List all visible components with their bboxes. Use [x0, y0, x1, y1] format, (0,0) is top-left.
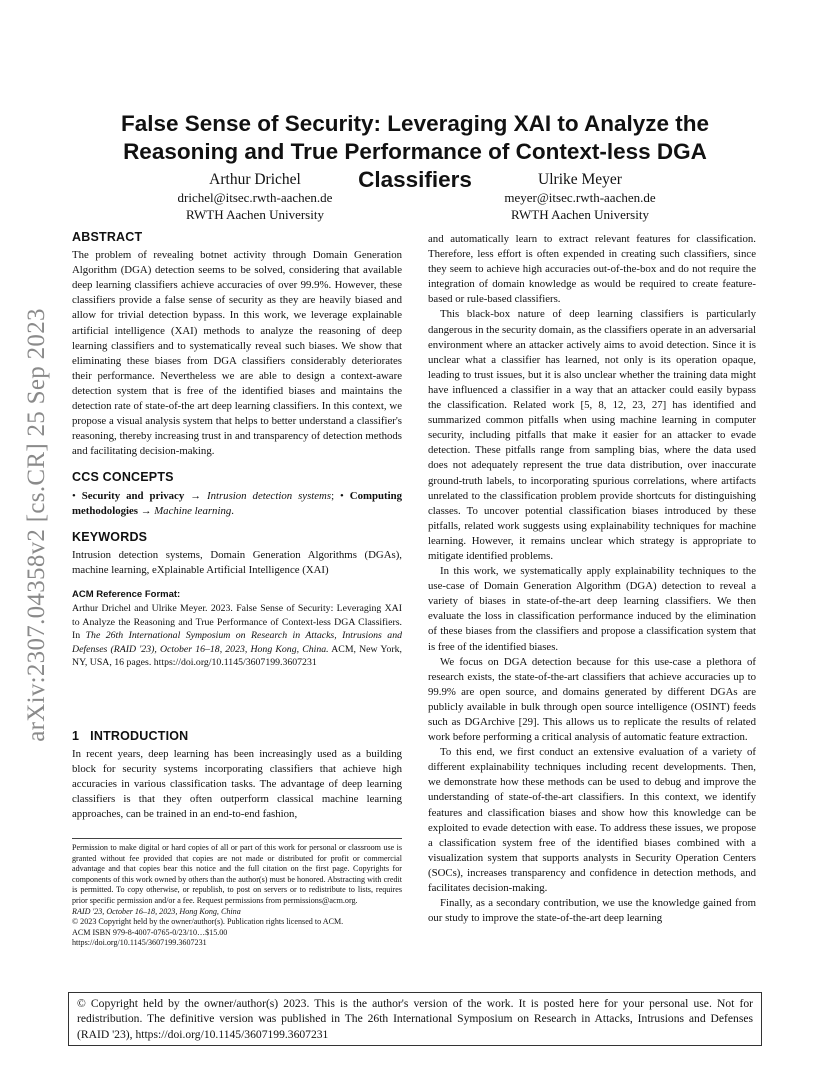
permission-doi: https://doi.org/10.1145/3607199.3607231: [72, 938, 207, 948]
permission-text: Permission to make digital or hard copies of all or part of this work for personal or classroom use is granted without fee provided that copies are not made or distributed for profit or commercial advantage and that copies bear this notice and the full citation on the first page. Copyrights for components of this work owned by others than the author(s) must be honored. Abstracting with credit is permitted. To copy otherwise, or republish, to post on servers or to redistribute to lists, requires prior specific permission and/or a fee. Request permissions from permissions@acm.org.: [72, 843, 402, 905]
introduction-heading: 1 INTRODUCTION: [72, 729, 189, 743]
permission-copyright: © 2023 Copyright held by the owner/author(s). Publication rights licensed to ACM.: [72, 917, 344, 927]
paragraph: This black-box nature of deep learning classifiers is particularly dangerous in the security domain, as the classifiers operate in an adversarial environment where an attacker actively aims to avoid detection. Since it is unclear what a classifier has learned, not only is its operation opaque, leading to trust issues, but it is also unclear whether the training data might have influenced a classifier in a way that an attacker could easily bypass the classification. Related work [5, 8, 12, 23, 27] has identified and summarized common pitfalls when using machine learning in computer security, including pitfalls that make it easier for an attacker to evade detection. These pitfalls range from sampling bias, where the data used does not adequately represent the true data distribution, over inaccurate ground-truth labels, to incorporating spurious correlations, where artifacts unrelated to the classification problem provide shortcuts for distinguishing classes. To uncover potential classification biases introduced by these pitfalls, related work suggests using explainability techniques for machine learning. However, it remains unclear which strategy is appropriate to mitigate identified problems.: [428, 308, 756, 562]
permission-isbn: ACM ISBN 979-8-4007-0765-0/23/10…$15.00: [72, 927, 228, 937]
acm-reference-heading: ACM Reference Format:: [72, 588, 181, 600]
paragraph: To this end, we first conduct an extensive evaluation of a variety of different explainability techniques including recent developments. Then, we demonstrate how these methods can be used to debug and improve the understanding of state-of-the-art classifiers. In this context, we identify features and classification biases and show how this knowledge can be exploited to evade detection with ease. To address these issues, we propose a classification system free of the identified biases combined with a visualization system that supports analysts in Security Operation Centers (SOCs), increases transparency and confidence in detection methods, and facilitates decision-making.: [428, 746, 756, 895]
acm-reference-text: Arthur Drichel and Ulrike Meyer. 2023. False Sense of Security: Leveraging XAI to Analyze the Reasoning and True Performance of Context-less DGA Classifiers. In The 26th International Symposium on Research in Attacks, Intrusions and Defenses (RAID '23), October 16–18, 2023, Hong Kong, China. ACM, New York, NY, USA, 16 pages. https://doi.org/10.1145/3607199.3607231: [72, 603, 402, 669]
copyright-footer-text: © Copyright held by the owner/author(s) 2023. This is the author's version of the work. It is posted here for your personal use. Not for redistribution. The definitive version was published in The 26th International Symposium on Research in Attacks, Intrusions and Defenses (RAID '23), https://doi.org/10.1145/3607199.3607231: [77, 997, 753, 1041]
paragraph: and automatically learn to extract relevant features for classification. Therefore, less effort is often expended in creating such classifiers, since they seem to achieve high accuracies out-of-the-box and do not require the integration of domain knowledge as would be required to create feature-based or rule-based classifiers.: [428, 233, 756, 306]
left-column: [72, 230, 402, 670]
author-affiliation: RWTH Aachen University: [511, 207, 649, 222]
author-block-2: [460, 170, 700, 223]
abstract-heading: ABSTRACT: [72, 230, 143, 244]
copyright-footer-box: [68, 992, 762, 1046]
author-affiliation: RWTH Aachen University: [186, 207, 324, 222]
paragraph: In this work, we systematically apply explainability techniques to the use-case of Domain Generation Algorithm (DGA) detection to reveal a variety of biases in state-of-the-art deep learning classifiers. We then evaluate the loss in classification performance induced by the elimination of these biases from the classifiers and propose a classification system that is free of the identified biases.: [428, 565, 756, 653]
paragraph: We focus on DGA detection because for this use-case a plethora of research exists, the state-of-the-art classifiers that achieve accuracies up to 99.9% are open source, and domains generated by different DGAs are publicly available in bulk through open source intelligence (OSINT) feeds such as DGArchive [29]. This allows us to replicate the results of related work before performing a critical analysis of automatic feature extraction.: [428, 655, 756, 744]
author-email: drichel@itsec.rwth-aachen.de: [177, 190, 333, 205]
introduction-section: [72, 729, 402, 823]
permission-notice: [72, 838, 402, 949]
author-block-1: [140, 170, 370, 223]
ccs-heading: CCS CONCEPTS: [72, 470, 174, 485]
author-name: Ulrike Meyer: [538, 171, 622, 188]
abstract-text: The problem of revealing botnet activity through Domain Generation Algorithm (DGA) detection seems to be solved, considering that available deep learning classifiers achieve accuracies of over 99.9%. However, these classifiers provide a false sense of security as they are heavily biased and allow for trivial detection bypass. In this work, we leverage explainable artificial intelligence (XAI) methods to analyze the reasoning of deep learning classifiers and to systematically reveal such biases. We show that eliminating these biases from DGA classifiers considerably deteriorates their performance. Nevertheless we are able to design a context-aware detection system that is free of the identified biases and maintains the detection rate of state-of-the art deep learning classifiers. In this context, we propose a visual analysis system that helps to better understand a classifier's reasoning, thereby increasing trust in and transparency of detection methods and facilitating decision-making.: [72, 249, 402, 458]
author-email: meyer@itsec.rwth-aachen.de: [504, 190, 656, 205]
keywords-heading: KEYWORDS: [72, 529, 148, 544]
arxiv-identifier-sidebar: [14, 290, 60, 760]
ccs-concepts: • Security and privacy → Intrusion detection systems; • Computing methodologies → Machine learning.: [72, 489, 402, 517]
keywords-text: Intrusion detection systems, Domain Generation Algorithms (DGAs), machine learning, eXplainable Artificial Intelligence (XAI): [72, 548, 402, 576]
right-column: [428, 232, 756, 926]
paper-title: False Sense of Security: Leveraging XAI to Analyze the Reasoning and True Performance of Context-less DGA Classifiers: [120, 111, 710, 192]
permission-venue: RAID '23, October 16–18, 2023, Hong Kong, China: [72, 906, 241, 916]
introduction-text: In recent years, deep learning has been increasingly used as a building block for security systems incorporating classifiers that achieve high accuracies in various classification tasks. The advantage of deep learning classifiers is that they often outperform classical machine learning approaches, can be trained in an end-to-end fashion,: [72, 748, 402, 821]
author-name: Arthur Drichel: [209, 171, 301, 188]
paragraph: Finally, as a secondary contribution, we use the knowledge gained from our study to improve the state-of-the-art deep learning: [428, 897, 756, 925]
arxiv-identifier: arXiv:2307.04358v2 [cs.CR] 25 Sep 2023: [23, 308, 50, 742]
